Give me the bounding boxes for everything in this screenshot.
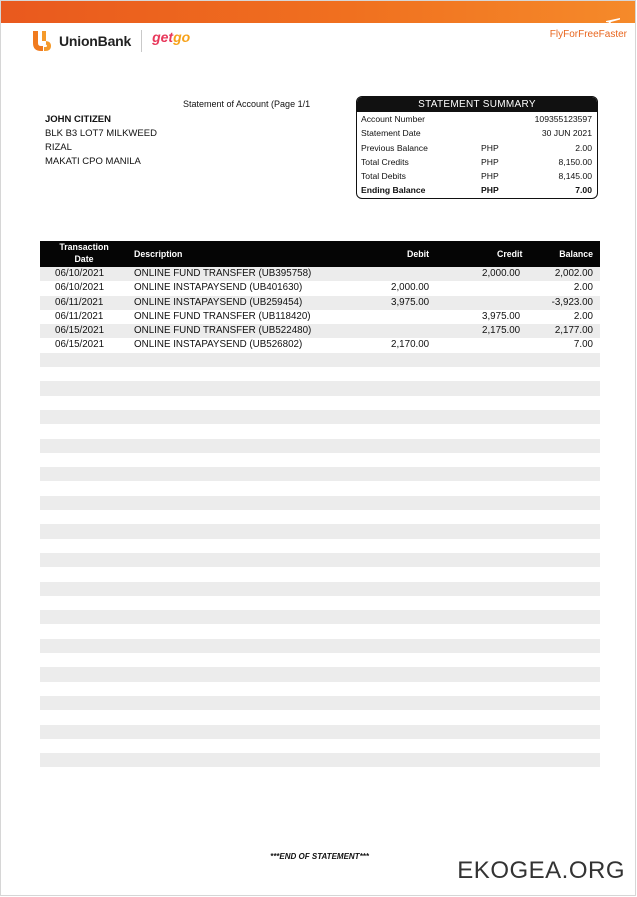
cell-date: 06/11/2021 — [55, 296, 104, 308]
table-row — [40, 453, 600, 467]
column-header-date-line2: Date — [74, 253, 94, 264]
table-row — [40, 624, 600, 638]
summary-value: 109355123597 — [534, 114, 592, 124]
summary-row-previous-balance — [357, 141, 597, 155]
cell-balance: 2.00 — [573, 310, 593, 322]
cell-balance: 2,002.00 — [554, 268, 593, 279]
table-row — [40, 424, 600, 438]
column-header-credit: Credit — [497, 249, 523, 259]
table-row — [40, 510, 600, 524]
summary-label: Ending Balance — [361, 185, 426, 196]
column-header-date-line1: Transaction — [59, 242, 109, 252]
address-line: MAKATI CPO MANILA — [45, 156, 141, 167]
address-line: RIZAL — [45, 142, 72, 153]
table-row — [40, 524, 600, 538]
cell-balance: -3,923.00 — [551, 296, 593, 308]
table-row — [40, 739, 600, 753]
cell-date: 06/10/2021 — [55, 282, 105, 294]
cell-date: 06/10/2021 — [55, 268, 105, 279]
summary-row-ending-balance — [357, 183, 597, 197]
summary-value: 8,145.00 — [558, 171, 592, 182]
cell-description: ONLINE FUND TRANSFER (UB522480) — [134, 325, 312, 337]
airplane-icon — [605, 13, 621, 29]
summary-label: Statement Date — [361, 128, 421, 139]
cell-description: ONLINE FUND TRANSFER (UB395758) — [134, 268, 312, 279]
column-header-balance: Balance — [559, 249, 593, 259]
summary-title: STATEMENT SUMMARY — [357, 97, 597, 112]
table-row — [40, 367, 600, 381]
cell-date: 06/11/2021 — [55, 310, 104, 322]
table-row — [40, 467, 600, 481]
table-row — [40, 396, 600, 410]
table-row — [40, 539, 600, 553]
table-row — [40, 481, 600, 495]
table-row — [40, 696, 600, 710]
statement-summary-box — [356, 96, 598, 199]
table-row — [40, 439, 600, 453]
summary-label: Total Credits — [361, 156, 409, 167]
summary-currency: PHP — [481, 185, 499, 196]
summary-value: 30 JUN 2021 — [541, 128, 592, 139]
cell-debit: 2,000.00 — [391, 282, 430, 294]
customer-name: JOHN CITIZEN — [45, 114, 111, 125]
summary-label: Account Number — [361, 114, 426, 124]
table-row — [40, 496, 600, 510]
table-row — [40, 296, 600, 310]
table-row — [40, 710, 600, 724]
summary-row-statement-date — [357, 126, 597, 140]
cell-credit: 2,000.00 — [482, 268, 521, 279]
table-row — [40, 410, 600, 424]
getgo-logo-accent: go — [173, 29, 191, 45]
end-of-statement: ***END OF STATEMENT*** — [270, 852, 369, 861]
cell-date: 06/15/2021 — [55, 325, 105, 337]
summary-value: 8,150.00 — [558, 156, 592, 167]
table-row — [40, 310, 600, 324]
cell-credit: 3,975.00 — [482, 310, 521, 322]
table-body — [40, 267, 600, 767]
table-row — [40, 639, 600, 653]
table-row — [40, 653, 600, 667]
cell-debit: 3,975.00 — [391, 296, 430, 308]
cell-description: ONLINE FUND TRANSFER (UB118420) — [134, 310, 311, 322]
unionbank-logo-icon — [31, 29, 53, 53]
summary-value: 2.00 — [575, 142, 592, 153]
statement-title: Statement of Account (Page 1/1 — [183, 99, 311, 109]
watermark: EKOGEA.ORG — [457, 857, 625, 884]
table-row — [40, 582, 600, 596]
summary-currency: PHP — [481, 156, 499, 167]
logo-divider — [141, 30, 142, 52]
tagline: FlyForFreeFaster — [549, 29, 627, 40]
summary-value: 7.00 — [575, 185, 592, 196]
table-row — [40, 381, 600, 395]
cell-description: ONLINE INSTAPAYSEND (UB259454) — [134, 296, 303, 308]
summary-row-account-number — [357, 112, 597, 126]
cell-debit: 2,170.00 — [391, 339, 430, 351]
column-header-date — [40, 242, 128, 265]
customer-address-block — [45, 113, 157, 169]
table-row — [40, 338, 600, 352]
table-row — [40, 324, 600, 338]
cell-credit: 2,175.00 — [482, 325, 521, 337]
cell-balance: 2,177.00 — [554, 325, 593, 337]
bank-logo — [31, 28, 190, 54]
cell-balance: 7.00 — [573, 339, 593, 351]
cell-date: 06/15/2021 — [55, 339, 105, 351]
column-header-description: Description — [134, 249, 183, 259]
table-header — [40, 241, 600, 267]
brand-top-bar — [1, 1, 635, 23]
table-row — [40, 725, 600, 739]
summary-row-total-credits — [357, 155, 597, 169]
summary-currency: PHP — [481, 171, 499, 182]
summary-label: Total Debits — [361, 171, 406, 182]
table-row — [40, 596, 600, 610]
cell-balance: 2.00 — [573, 282, 593, 294]
transactions-table — [40, 241, 600, 767]
table-row — [40, 753, 600, 767]
cell-description: ONLINE INSTAPAYSEND (UB526802) — [134, 339, 303, 351]
summary-currency: PHP — [481, 142, 499, 153]
table-row — [40, 567, 600, 581]
address-line: BLK B3 LOT7 MILKWEED — [45, 128, 157, 139]
bank-name: UnionBank — [59, 33, 132, 49]
cell-description: ONLINE INSTAPAYSEND (UB401630) — [134, 282, 303, 294]
table-row — [40, 553, 600, 567]
summary-row-total-debits — [357, 169, 597, 183]
table-row — [40, 682, 600, 696]
getgo-logo-main: get — [152, 29, 174, 45]
table-row — [40, 267, 600, 281]
column-header-debit: Debit — [407, 249, 429, 259]
table-row — [40, 353, 600, 367]
table-row — [40, 667, 600, 681]
getgo-logo — [152, 29, 190, 45]
table-row — [40, 281, 600, 295]
summary-label: Previous Balance — [361, 142, 428, 153]
table-row — [40, 610, 600, 624]
